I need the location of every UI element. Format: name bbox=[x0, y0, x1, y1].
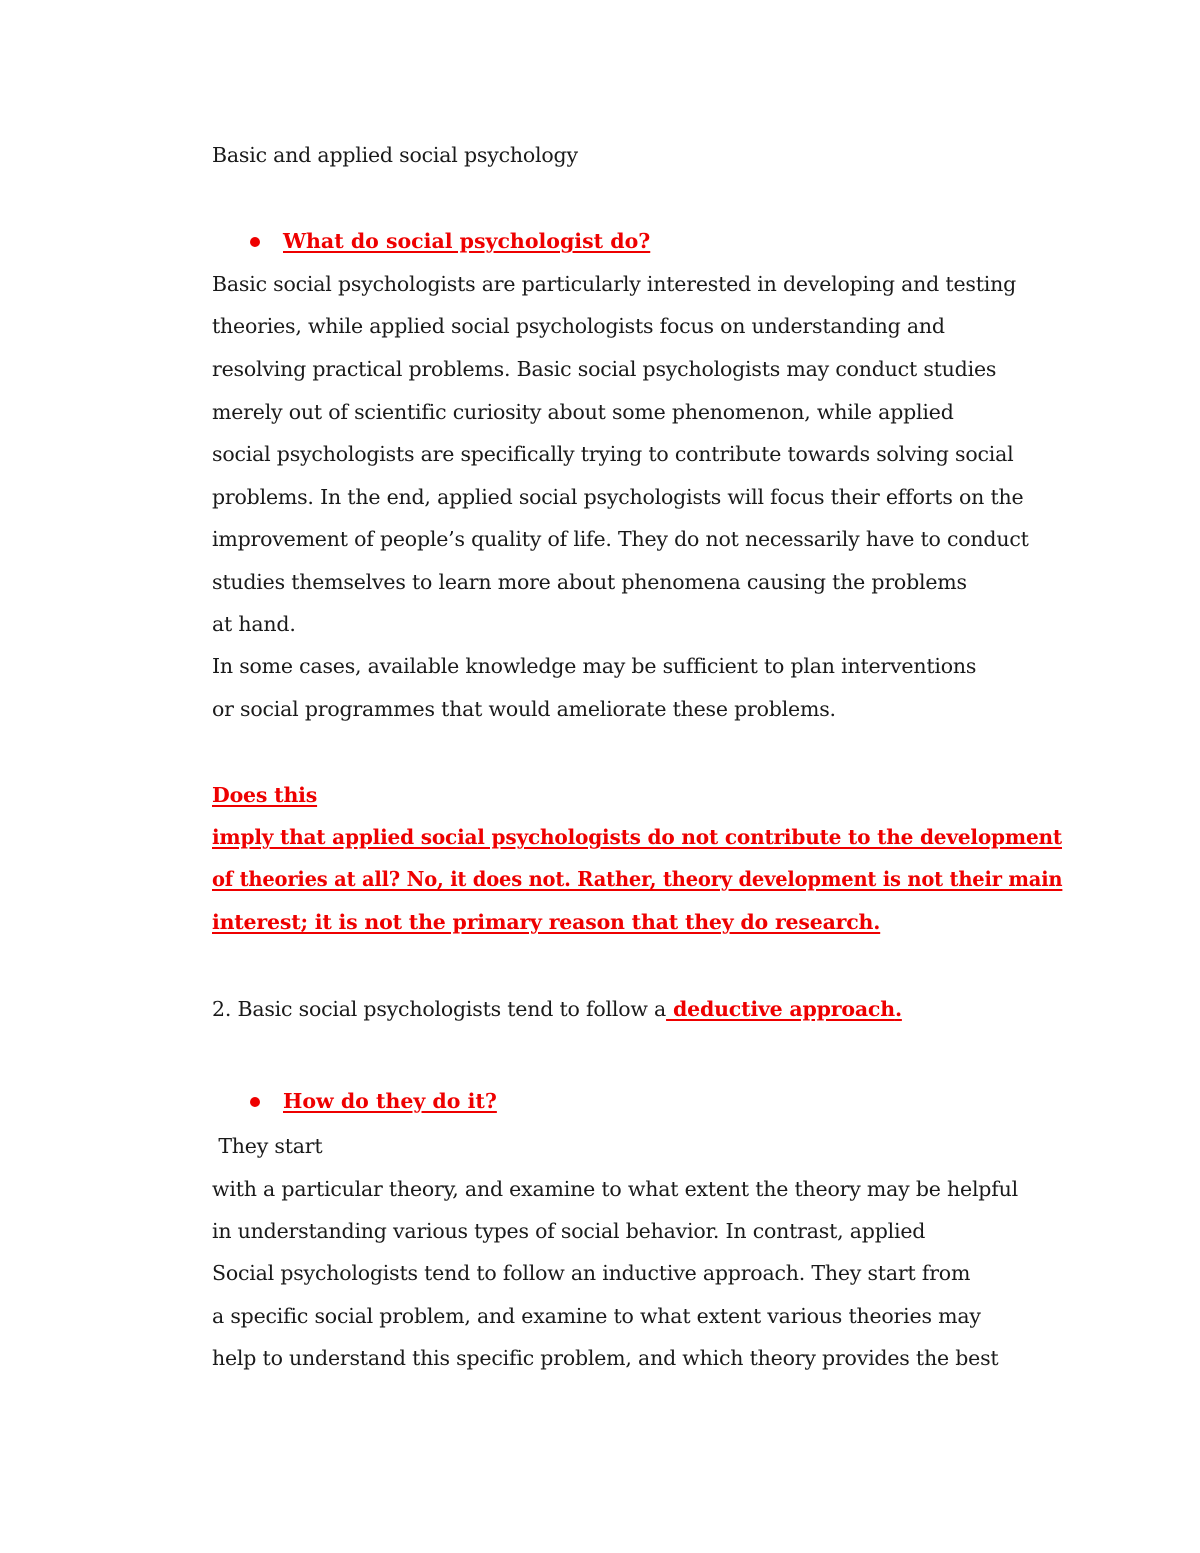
highlight-line: of theories at all? No, it does not. Rather, theory development is not their main bbox=[212, 867, 1063, 891]
paragraph-line: They start bbox=[212, 1134, 323, 1158]
highlight-line: Does this bbox=[212, 783, 318, 807]
paragraph-line: in understanding various types of social behavior. In contrast, applied bbox=[212, 1219, 926, 1243]
paragraph-line: social psychologists are specifically trying to contribute towards solving social bbox=[212, 442, 1014, 466]
deductive-approach-emphasis: deductive approach bbox=[666, 997, 895, 1021]
highlight-line: interest; it is not the primary reason that they do research. bbox=[212, 910, 881, 934]
paragraph-line: Social psychologists tend to follow an inductive approach. They start from bbox=[212, 1261, 971, 1285]
paragraph-line: merely out of scientific curiosity about some phenomenon, while applied bbox=[212, 400, 954, 424]
paragraph-line: theories, while applied social psychologists focus on understanding and bbox=[212, 314, 945, 338]
paragraph-line: at hand. bbox=[212, 612, 296, 636]
point-2-suffix: . bbox=[894, 997, 902, 1021]
point-2 bbox=[212, 999, 902, 1020]
bullet-icon bbox=[250, 237, 260, 247]
section2-heading: How do they do it? bbox=[283, 1089, 497, 1113]
paragraph-line: help to understand this specific problem, and which theory provides the best bbox=[212, 1346, 999, 1370]
bullet-icon bbox=[250, 1097, 260, 1107]
paragraph-line: or social programmes that would ameliorate these problems. bbox=[212, 697, 836, 721]
paragraph-line: problems. In the end, applied social psychologists will focus their efforts on the bbox=[212, 485, 1024, 509]
paragraph-line: with a particular theory, and examine to what extent the theory may be helpful bbox=[212, 1177, 1018, 1201]
highlight-line: imply that applied social psychologists do not contribute to the development bbox=[212, 825, 1063, 849]
paragraph-line: Basic social psychologists are particularly interested in developing and testing bbox=[212, 272, 1017, 296]
paragraph-line: improvement of people’s quality of life. They do not necessarily have to conduct bbox=[212, 527, 1029, 551]
document-title: Basic and applied social psychology bbox=[212, 143, 578, 167]
section1-heading: What do social psychologist do? bbox=[283, 229, 651, 253]
paragraph-line: a specific social problem, and examine to what extent various theories may bbox=[212, 1304, 981, 1328]
paragraph-line: resolving practical problems. Basic social psychologists may conduct studies bbox=[212, 357, 997, 381]
paragraph-line: In some cases, available knowledge may be sufficient to plan interventions bbox=[212, 654, 977, 678]
point-2-prefix: 2. Basic social psychologists tend to follow a bbox=[212, 997, 667, 1021]
paragraph-line: studies themselves to learn more about phenomena causing the problems bbox=[212, 570, 967, 594]
